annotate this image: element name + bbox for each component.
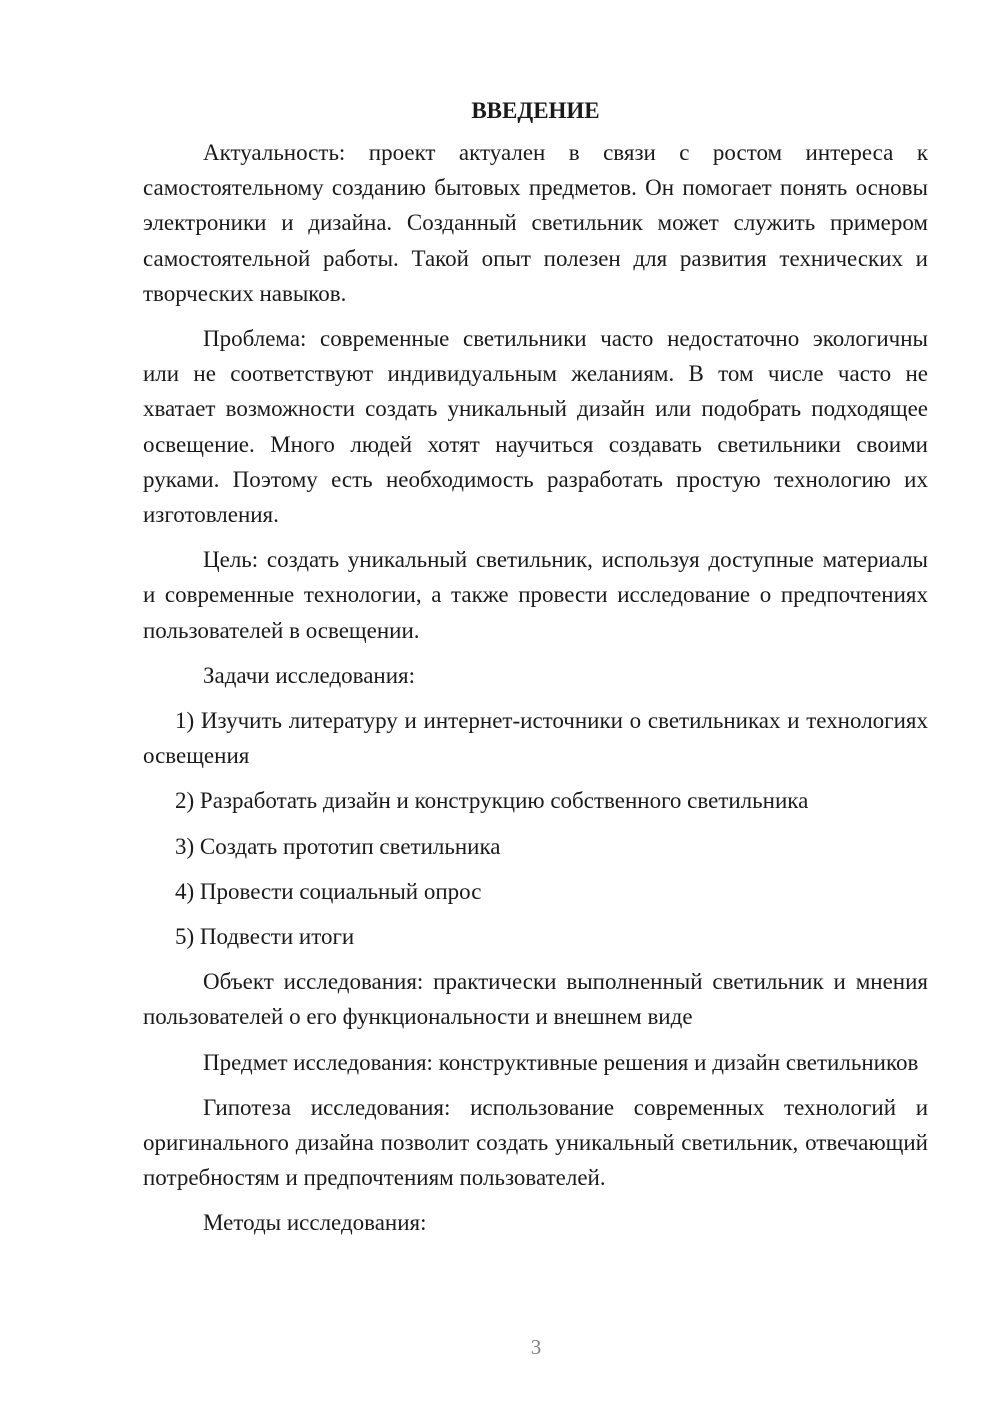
task-item-3: 3) Создать прототип светильника <box>175 833 501 859</box>
hypothesis-paragraph: Гипотеза исследования: использование современных технологий и оригинального дизайна позволит создать уникальный светильник, отвечающий потребностям и предпочтениям пользователей. <box>143 1094 928 1191</box>
section-heading: ВВЕДЕНИЕ <box>471 98 600 123</box>
object-paragraph: Объект исследования: практически выполненный светильник и мнения пользователей о его функциональности и внешнем виде <box>143 969 928 1030</box>
goal-paragraph: Цель: создать уникальный светильник, используя доступные материалы и современные технологии, а также провести исследование о предпочтениях пользователей в освещении. <box>143 547 928 643</box>
task-item-4: 4) Провести социальный опрос <box>175 878 482 904</box>
task-item-2: 2) Разработать дизайн и конструкцию собственного светильника <box>175 788 809 814</box>
tasks-title: Задачи исследования: <box>203 662 416 688</box>
subject-paragraph: Предмет исследования: конструктивные решения и дизайн светильников <box>203 1049 919 1075</box>
page-number: 3 <box>530 1335 542 1359</box>
task-item-5: 5) Подвести итоги <box>175 924 355 950</box>
problem-paragraph: Проблема: современные светильники часто недостаточно экологичны или не соответствуют индивидуальным желаниям. В том числе часто не хватает возможности создать уникальный дизайн или подобрать подходящее освещение. Много людей хотят научиться создавать светильники своими руками. Поэтому есть необходимость разработать простую технологию их изготовления. <box>143 326 928 528</box>
relevance-paragraph: Актуальность: проект актуален в связи с ростом интереса к самостоятельному созданию бытовых предметов. Он помогает понять основы электроники и дизайна. Созданный светильник может служить примером самостоятельной работы. Такой опыт полезен для развития технических и творческих навыков. <box>143 140 928 306</box>
methods-title: Методы исследования: <box>203 1210 427 1236</box>
task-item-1: 1) Изучить литературу и интернет-источники о светильниках и технологиях освещения <box>143 708 928 769</box>
page-content <box>143 93 928 1251</box>
